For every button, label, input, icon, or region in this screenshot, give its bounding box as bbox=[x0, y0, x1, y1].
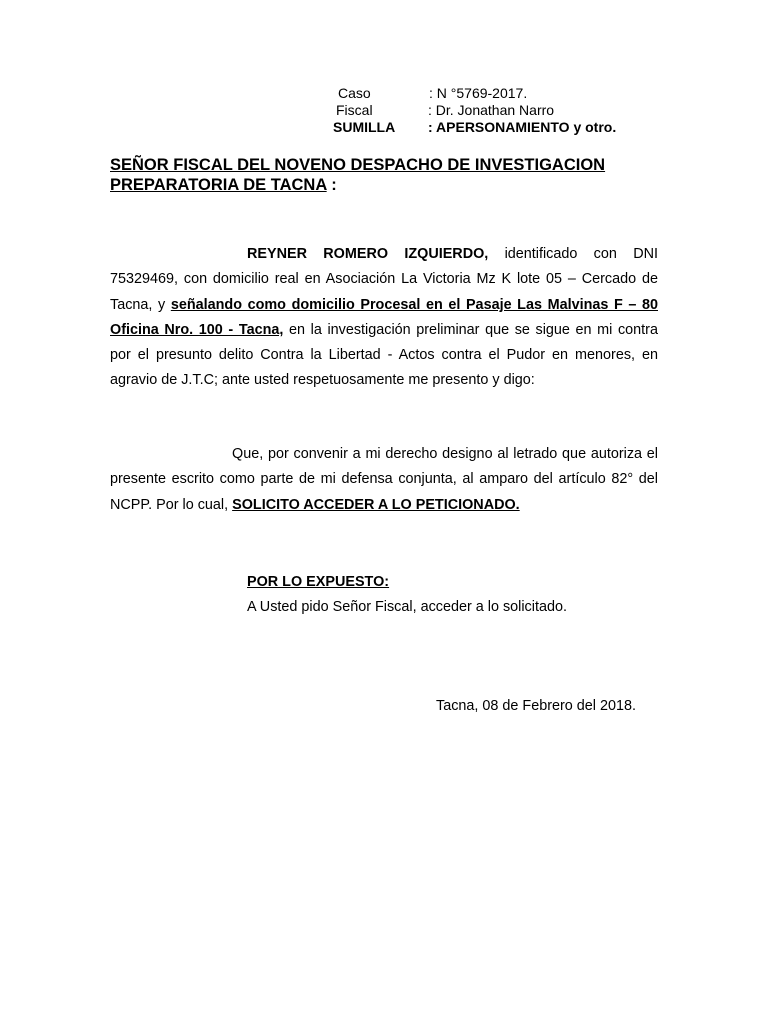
addressee-line-1: SEÑOR FISCAL DEL NOVENO DESPACHO DE INVESTIGACION bbox=[110, 156, 606, 174]
sumilla-value: : APERSONAMIENTO y otro. bbox=[428, 119, 617, 135]
closing-section bbox=[247, 570, 567, 621]
addressee-colon: : bbox=[326, 176, 337, 194]
case-label: Caso bbox=[338, 85, 371, 101]
sumilla-underline-gap bbox=[401, 119, 428, 120]
petitioner-details: identificado con DNI 75329469, con domicilio real en Asociación La Victoria Mz K lote 05 – Cercado de Tacna, y bbox=[110, 246, 658, 313]
request-statement: SOLICITO ACCEDER A LO PETICIONADO. bbox=[232, 496, 520, 513]
investigation-details: en la investigación preliminar que se sigue en mi contra por el presunto delito Contra la Libertad - Actos contra el Pudor en menores, en agravio de J.T.C; ante usted respetuosamente me presento y digo: bbox=[110, 321, 658, 389]
addressee-line-2-row bbox=[110, 175, 660, 195]
fiscal-label: Fiscal bbox=[336, 102, 373, 118]
addressee-heading bbox=[110, 155, 660, 195]
procedural-address: señalando como domicilio Procesal en el Pasaje Las Malvinas F – 80 Oficina Nro. 100 - Tacna, bbox=[110, 296, 658, 338]
introduction-paragraph bbox=[110, 242, 658, 394]
fiscal-name: : Dr. Jonathan Narro bbox=[428, 102, 555, 118]
place-and-date: Tacna, 08 de Febrero del 2018. bbox=[436, 698, 637, 714]
addressee-line-2: PREPARATORIA DE TACNA bbox=[110, 176, 327, 194]
closing-text: A Usted pido Señor Fiscal, acceder a lo solicitado. bbox=[247, 599, 567, 616]
sumilla-label: SUMILLA bbox=[333, 119, 396, 135]
case-number: : N °5769-2017. bbox=[429, 85, 528, 101]
request-body: Que, por convenir a mi derecho designo al letrado que autoriza el presente escrito como parte de mi defensa conjunta, al amparo del artículo 82° del NCPP. Por lo cual, bbox=[110, 446, 658, 513]
request-paragraph bbox=[110, 442, 658, 518]
closing-title: POR LO EXPUESTO: bbox=[247, 574, 390, 590]
petitioner-name: REYNER ROMERO IZQUIERDO, bbox=[247, 246, 489, 262]
